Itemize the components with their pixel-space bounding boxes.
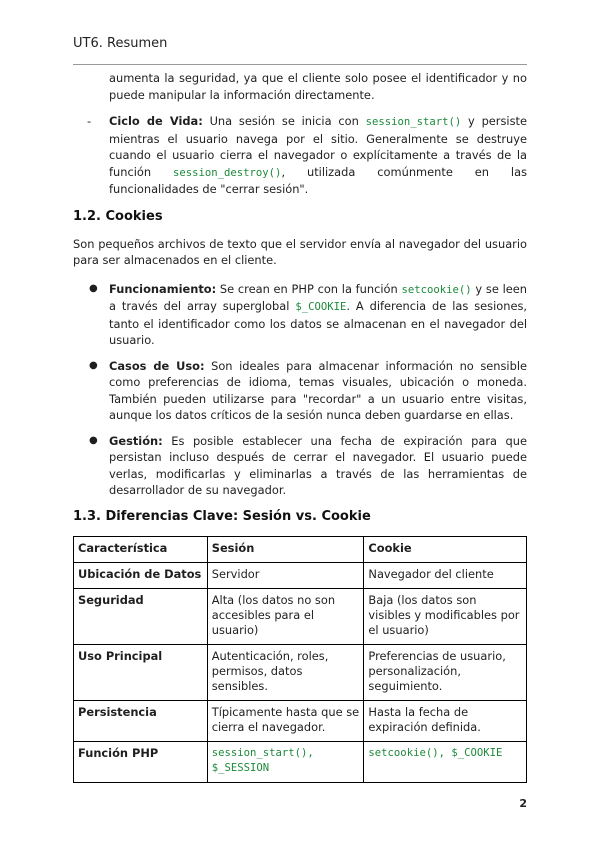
lifecycle-text-part: Una sesión se inicia con	[202, 114, 366, 128]
bullet-label: Funcionamiento:	[109, 281, 217, 296]
session-cell: Autenticación, roles, permisos, datos sensibles.	[207, 644, 364, 700]
page-number: 2	[519, 797, 527, 810]
session-start-code: session_start()	[365, 116, 462, 128]
cookies-intro-paragraph: Son pequeños archivos de texto que el servidor envía al navegador del usuario para ser almacenados en el cliente.	[73, 236, 527, 267]
bullet-text-part: y se leen a través del array superglobal	[109, 281, 528, 313]
cookie-superglobal-code: $_COOKIE	[295, 301, 347, 313]
table-row	[74, 644, 527, 700]
table-header-row	[74, 536, 527, 562]
dash-marker: -	[87, 114, 92, 128]
bullet-text-part: Es posible establecer una fecha de expiración para que persistan incluso después de cerrar el navegador. El usuario puede verlas, modificarlas y eliminarlas a través de las herramientas de desarrollador de su navegador.	[109, 433, 527, 497]
session-php-functions: session_start(), $_SESSION	[207, 741, 364, 782]
bullet-icon: ●	[89, 359, 98, 371]
lifecycle-text-part: y persiste mientras el usuario navega por el sitio. Generalmente se destruye cuando el usuario cierra el navegador o explícitamente a través de la función	[109, 114, 527, 179]
cookie-cell: Baja (los datos son visibles y modificables por el usuario)	[364, 588, 527, 644]
header-divider	[73, 64, 527, 65]
row-characteristic: Uso Principal	[74, 644, 208, 700]
session-cell: Servidor	[207, 562, 364, 588]
cookie-cell: Preferencias de usuario, personalización, seguimiento.	[364, 644, 527, 700]
cookie-php-functions: setcookie(), $_COOKIE	[364, 741, 527, 782]
row-characteristic: Ubicación de Datos	[74, 562, 208, 588]
bullet-text	[109, 358, 527, 424]
row-characteristic: Seguridad	[74, 588, 208, 644]
table-header-cell: Característica	[74, 536, 208, 562]
differences-section-heading: 1.3. Diferencias Clave: Sesión vs. Cookie	[73, 508, 371, 524]
table-row	[74, 700, 527, 741]
row-characteristic: Función PHP	[74, 741, 208, 782]
session-cell: Alta (los datos no son accesibles para el usuario)	[207, 588, 364, 644]
bullet-text-part: . A diferencia de las sesiones, tanto el identificador como los datos se almacenan en el navegador del usuario.	[109, 299, 528, 347]
session-lifecycle-text	[109, 113, 527, 198]
lifecycle-text-part: , utilizada comúnmente en las funcionalidades de "cerrar sesión".	[109, 164, 527, 196]
bullet-label: Gestión:	[109, 433, 163, 448]
page-content	[73, 70, 527, 783]
bullet-icon: ●	[89, 282, 98, 294]
cookies-bullet-gestion	[73, 433, 527, 499]
bullet-text-part: Son ideales para almacenar información no sensible como preferencias de idioma, temas visuales, ubicación o moneda. También pueden utilizarse para "recordar" a un usuario entre visitas, aunque los datos críticos de la sesión nunca deben guardarse en ellas.	[109, 358, 527, 422]
cookie-cell: Hasta la fecha de expiración definida.	[364, 700, 527, 741]
session-lifecycle-item	[73, 113, 527, 198]
table-row	[74, 562, 527, 588]
session-cell: Típicamente hasta que se cierra el navegador.	[207, 700, 364, 741]
bullet-text	[109, 281, 527, 349]
comparison-table	[73, 536, 527, 783]
document-header-title: UT6. Resumen	[73, 36, 168, 51]
table-header-cell: Sesión	[207, 536, 364, 562]
bullet-text-part: Se crean en PHP con la función	[216, 281, 402, 296]
cookies-bullet-funcionamiento	[73, 281, 527, 349]
cookies-bullet-casos-de-uso	[73, 358, 527, 424]
cookie-cell: Navegador del cliente	[364, 562, 527, 588]
bullet-icon: ●	[89, 434, 98, 446]
cookies-section-heading: 1.2. Cookies	[73, 208, 163, 224]
setcookie-code: setcookie()	[401, 283, 472, 296]
session-continuation-paragraph: aumenta la seguridad, ya que el cliente solo posee el identificador y no puede manipular la información directamente.	[109, 71, 527, 102]
bullet-label: Casos de Uso:	[109, 358, 205, 373]
lifecycle-label: Ciclo de Vida:	[109, 114, 203, 128]
bullet-text	[109, 433, 527, 499]
table-row	[74, 741, 527, 782]
row-characteristic: Persistencia	[74, 700, 208, 741]
table-header-cell: Cookie	[364, 536, 527, 562]
session-destroy-code: session_destroy()	[173, 166, 282, 179]
table-row	[74, 588, 527, 644]
